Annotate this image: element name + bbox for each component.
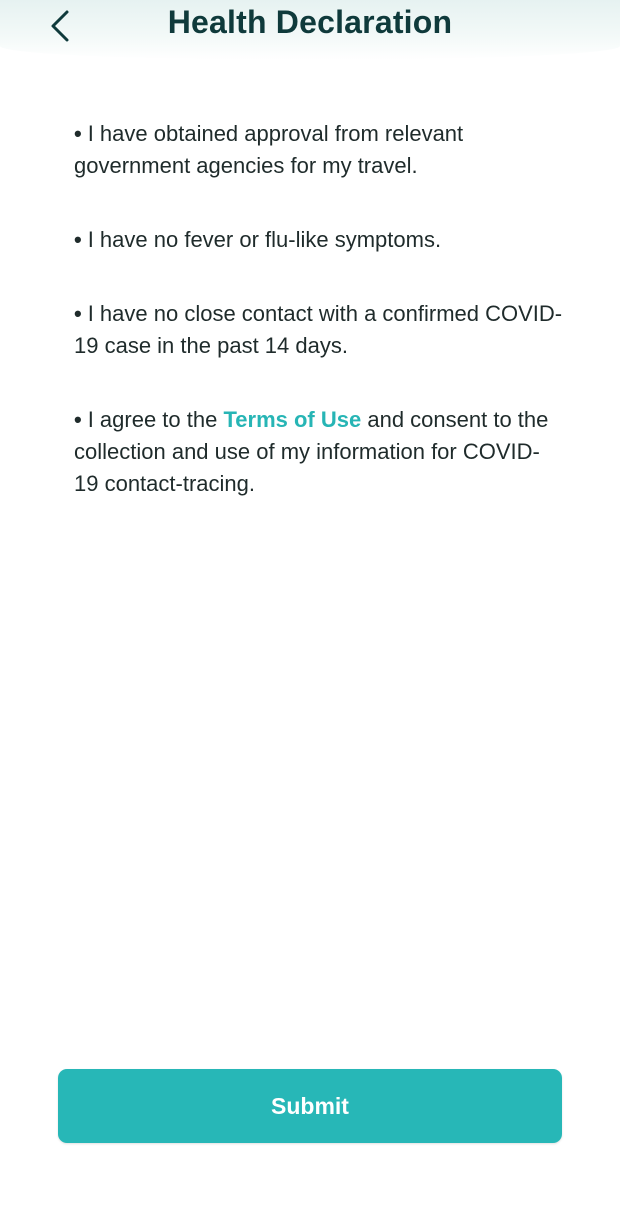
- bullet: •: [74, 407, 82, 432]
- bullet: •: [74, 301, 82, 326]
- declaration-item-contact: [74, 298, 564, 362]
- header-bar: [0, 0, 620, 60]
- terms-of-use-link[interactable]: Terms of Use: [223, 407, 362, 432]
- declaration-text-after: and consent to the collection and use of my information for COVID-19 contact-tracing.: [74, 407, 549, 496]
- declaration-text: I have no close contact with a confirmed COVID-19 case in the past 14 days.: [74, 301, 563, 358]
- declaration-item-terms: [74, 404, 564, 500]
- bullet: •: [74, 121, 82, 146]
- declaration-item-approval: [74, 118, 564, 182]
- declaration-text-before: I agree to the: [87, 407, 218, 432]
- bullet: •: [74, 227, 82, 252]
- declaration-list: [74, 118, 564, 542]
- declaration-text: I have no fever or flu-like symptoms.: [87, 227, 442, 252]
- page-title: Health Declaration: [167, 4, 453, 40]
- declaration-item-symptoms: [74, 224, 564, 256]
- submit-button[interactable]: Submit: [58, 1069, 562, 1143]
- declaration-text: I have obtained approval from relevant government agencies for my travel.: [74, 121, 464, 178]
